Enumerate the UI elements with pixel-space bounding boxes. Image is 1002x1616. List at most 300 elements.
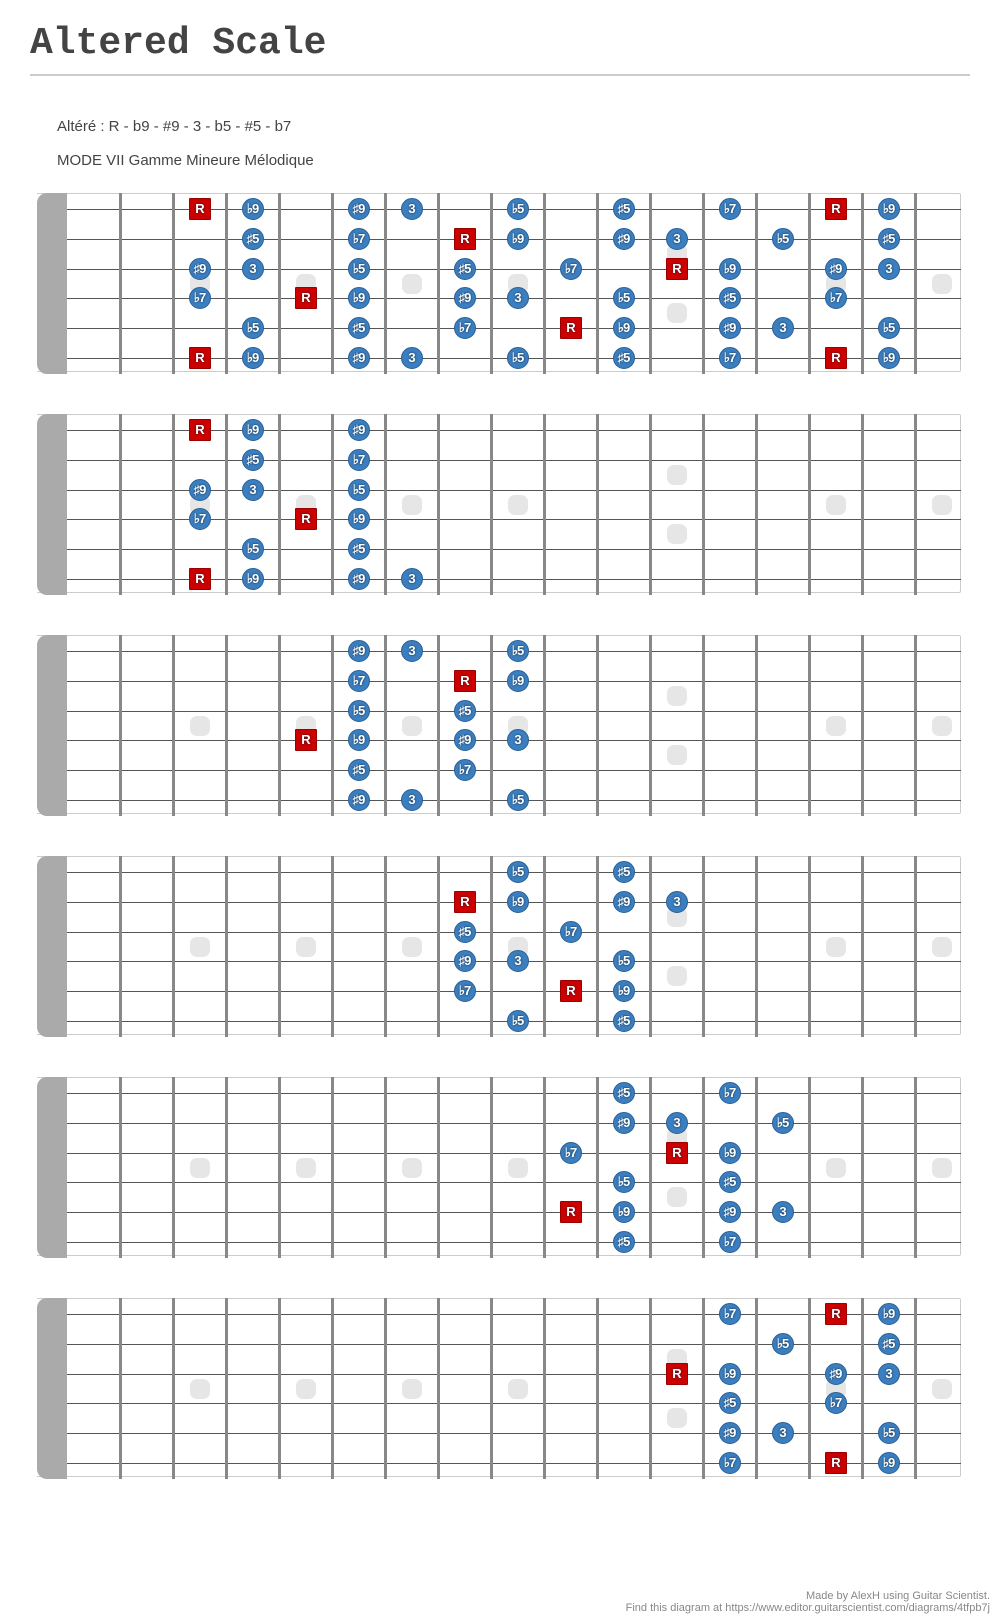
scale-note: 3 [666, 1112, 688, 1134]
scale-note: ♭7 [825, 287, 847, 309]
scale-note: ♯5 [454, 921, 476, 943]
fret-wire [808, 1298, 811, 1479]
fret-marker [932, 937, 952, 957]
scale-note: 3 [878, 1363, 900, 1385]
nut [37, 1298, 67, 1479]
string-line [67, 1344, 961, 1345]
nut [37, 414, 67, 595]
fret-marker [296, 1158, 316, 1178]
fret-wire [331, 856, 334, 1037]
scale-note: ♭5 [878, 317, 900, 339]
fret-marker [826, 495, 846, 515]
fret-wire [119, 193, 122, 374]
scale-note: ♯9 [348, 568, 370, 590]
root-note: R [189, 198, 211, 220]
string-line [67, 991, 961, 992]
fretboard [37, 635, 961, 816]
fret-wire [702, 1298, 705, 1479]
fretboard-frame [37, 1298, 961, 1477]
fret-wire [543, 1077, 546, 1258]
root-note: R [454, 891, 476, 913]
scale-note: ♯5 [719, 1392, 741, 1414]
fret-wire [861, 856, 864, 1037]
fret-wire [914, 1298, 917, 1479]
fret-wire [172, 414, 175, 595]
root-note: R [189, 568, 211, 590]
scale-note: 3 [507, 287, 529, 309]
fret-wire [172, 1298, 175, 1479]
fret-wire [755, 1298, 758, 1479]
fret-wire [490, 193, 493, 374]
scale-note: ♭5 [507, 347, 529, 369]
fret-wire [384, 1298, 387, 1479]
scale-note: ♭7 [560, 1142, 582, 1164]
fret-marker [932, 1379, 952, 1399]
scale-note: 3 [242, 479, 264, 501]
title-divider [30, 74, 970, 76]
scale-note: ♭9 [613, 1201, 635, 1223]
fret-wire [331, 193, 334, 374]
fret-wire [119, 635, 122, 816]
fret-marker [932, 1158, 952, 1178]
scale-note: 3 [507, 729, 529, 751]
fret-wire [437, 856, 440, 1037]
fret-wire [914, 635, 917, 816]
scale-note: ♭5 [613, 1171, 635, 1193]
fret-marker [667, 1408, 687, 1428]
scale-note: ♭7 [348, 449, 370, 471]
fret-wire [596, 856, 599, 1037]
fret-wire [437, 1077, 440, 1258]
scale-note: ♭9 [719, 1142, 741, 1164]
scale-note: ♯5 [348, 759, 370, 781]
scale-note: ♭9 [878, 347, 900, 369]
scale-note: 3 [401, 640, 423, 662]
scale-note: ♭7 [719, 347, 741, 369]
fret-wire [808, 193, 811, 374]
root-note: R [825, 1303, 847, 1325]
fret-wire [437, 193, 440, 374]
scale-note: ♯9 [825, 1363, 847, 1385]
fretboard [37, 193, 961, 374]
scale-note: 3 [878, 258, 900, 280]
fret-wire [172, 856, 175, 1037]
fret-wire [172, 193, 175, 374]
fret-wire [490, 856, 493, 1037]
fret-wire [543, 414, 546, 595]
scale-note: ♭5 [772, 1112, 794, 1134]
scale-note: ♭7 [348, 670, 370, 692]
scale-note: ♯9 [348, 419, 370, 441]
scale-note: 3 [772, 317, 794, 339]
root-note: R [560, 1201, 582, 1223]
fret-wire [172, 1077, 175, 1258]
fret-wire [225, 1298, 228, 1479]
fret-marker [932, 274, 952, 294]
scale-note: ♭9 [878, 198, 900, 220]
scale-note: ♯9 [719, 317, 741, 339]
scale-note: ♯9 [613, 228, 635, 250]
fret-wire [702, 856, 705, 1037]
scale-note: ♯5 [613, 1231, 635, 1253]
fret-wire [702, 1077, 705, 1258]
scale-note: ♯9 [348, 640, 370, 662]
scale-note: ♯9 [454, 729, 476, 751]
fret-wire [596, 1298, 599, 1479]
fret-wire [384, 193, 387, 374]
scale-note: 3 [401, 198, 423, 220]
string-line [67, 328, 961, 329]
fret-marker [402, 937, 422, 957]
scale-note: 3 [401, 789, 423, 811]
scale-note: ♯9 [613, 1112, 635, 1134]
fret-wire [490, 414, 493, 595]
scale-note: ♯9 [719, 1422, 741, 1444]
fret-wire [225, 193, 228, 374]
fret-marker [932, 495, 952, 515]
fret-wire [808, 635, 811, 816]
scale-note: ♭7 [454, 980, 476, 1002]
root-note: R [825, 198, 847, 220]
fret-wire [702, 414, 705, 595]
fret-wire [649, 193, 652, 374]
footer-link[interactable]: Find this diagram at https://www.editor.guitarscientist.com/diagrams/4tfpb7j [625, 1602, 990, 1614]
fret-marker [190, 937, 210, 957]
fret-wire [808, 856, 811, 1037]
fret-wire [225, 1077, 228, 1258]
scale-note: 3 [772, 1201, 794, 1223]
root-note: R [189, 347, 211, 369]
scale-note: ♭7 [719, 1231, 741, 1253]
fret-marker [667, 524, 687, 544]
fretboard [37, 856, 961, 1037]
scale-note: ♭7 [560, 921, 582, 943]
scale-note: ♭5 [348, 258, 370, 280]
scale-note: 3 [666, 228, 688, 250]
scale-note: ♯5 [613, 347, 635, 369]
string-line [67, 711, 961, 712]
fret-wire [225, 635, 228, 816]
scale-note: ♭5 [613, 287, 635, 309]
string-line [67, 1123, 961, 1124]
scale-note: ♯5 [878, 228, 900, 250]
scale-note: ♯5 [348, 538, 370, 560]
scale-note: ♭5 [507, 1010, 529, 1032]
scale-note: ♭9 [613, 317, 635, 339]
fret-wire [384, 414, 387, 595]
fret-wire [649, 635, 652, 816]
scale-note: ♯5 [719, 287, 741, 309]
scale-note: ♯5 [454, 258, 476, 280]
scale-note: ♯5 [454, 700, 476, 722]
fret-marker [190, 1379, 210, 1399]
fret-wire [596, 635, 599, 816]
fret-marker [667, 686, 687, 706]
scale-note: ♭9 [878, 1303, 900, 1325]
fret-marker [402, 495, 422, 515]
scale-note: 3 [772, 1422, 794, 1444]
nut [37, 193, 67, 374]
fret-wire [649, 1298, 652, 1479]
fret-marker [508, 495, 528, 515]
fret-marker [508, 1379, 528, 1399]
fret-wire [543, 1298, 546, 1479]
fret-wire [490, 635, 493, 816]
fret-wire [808, 414, 811, 595]
scale-note: ♭7 [189, 287, 211, 309]
root-note: R [666, 1363, 688, 1385]
fret-wire [543, 856, 546, 1037]
scale-note: ♭7 [719, 198, 741, 220]
fret-wire [437, 414, 440, 595]
fretboard-frame [37, 414, 961, 593]
string-line [67, 1212, 961, 1213]
scale-note: ♯9 [348, 789, 370, 811]
scale-note: 3 [242, 258, 264, 280]
fret-wire [755, 1077, 758, 1258]
root-note: R [295, 508, 317, 530]
fret-wire [384, 856, 387, 1037]
fret-wire [543, 635, 546, 816]
fret-marker [402, 274, 422, 294]
string-line [67, 770, 961, 771]
fret-marker [826, 716, 846, 736]
fretboard-frame [37, 193, 961, 372]
fret-wire [278, 856, 281, 1037]
fret-wire [649, 414, 652, 595]
root-note: R [189, 419, 211, 441]
scale-note: ♭9 [242, 568, 264, 590]
scale-note: ♭7 [454, 317, 476, 339]
scale-note: 3 [401, 568, 423, 590]
scale-note: ♯9 [348, 347, 370, 369]
fretboard [37, 1298, 961, 1479]
root-note: R [295, 287, 317, 309]
scale-note: ♭9 [348, 287, 370, 309]
fret-wire [384, 1077, 387, 1258]
scale-note: ♯9 [348, 198, 370, 220]
string-line [67, 1182, 961, 1183]
fret-wire [490, 1298, 493, 1479]
fret-marker [508, 1158, 528, 1178]
fret-marker [402, 1158, 422, 1178]
footer [626, 1590, 990, 1614]
string-line [67, 549, 961, 550]
scale-note: ♭9 [242, 419, 264, 441]
scale-note: ♯5 [613, 1082, 635, 1104]
fret-marker [190, 1158, 210, 1178]
scale-note: ♭9 [348, 729, 370, 751]
scale-note: ♯5 [348, 317, 370, 339]
fretboard [37, 1077, 961, 1258]
fret-marker [826, 1158, 846, 1178]
scale-note: ♭9 [878, 1452, 900, 1474]
scale-note: ♯9 [719, 1201, 741, 1223]
fret-wire [119, 414, 122, 595]
footer-credit: Made by AlexH using Guitar Scientist. [805, 1590, 990, 1602]
fret-wire [649, 1077, 652, 1258]
scale-note: ♭9 [242, 198, 264, 220]
fret-wire [119, 1077, 122, 1258]
fret-wire [861, 1298, 864, 1479]
fret-wire [755, 193, 758, 374]
fretboard [37, 414, 961, 595]
fret-wire [225, 414, 228, 595]
page-title: Altered Scale [30, 22, 327, 65]
fret-wire [490, 1077, 493, 1258]
fret-wire [755, 635, 758, 816]
fret-marker [402, 716, 422, 736]
scale-note: ♭5 [348, 479, 370, 501]
fret-wire [331, 414, 334, 595]
root-note: R [454, 228, 476, 250]
fret-wire [861, 414, 864, 595]
scale-note: ♯9 [613, 891, 635, 913]
fret-wire [755, 856, 758, 1037]
scale-note: ♯9 [189, 479, 211, 501]
scale-note: ♯5 [613, 198, 635, 220]
fret-wire [914, 193, 917, 374]
fret-wire [225, 856, 228, 1037]
scale-note: ♯9 [454, 950, 476, 972]
fret-wire [331, 635, 334, 816]
fret-wire [649, 856, 652, 1037]
scale-note: ♭9 [507, 670, 529, 692]
fret-wire [543, 193, 546, 374]
scale-note: ♯5 [613, 861, 635, 883]
scale-note: 3 [666, 891, 688, 913]
fret-wire [119, 856, 122, 1037]
scale-note: ♭9 [507, 891, 529, 913]
fret-wire [278, 414, 281, 595]
fret-wire [384, 635, 387, 816]
scale-note: ♯9 [454, 287, 476, 309]
scale-note: ♭9 [242, 347, 264, 369]
string-line [67, 1153, 961, 1154]
nut [37, 1077, 67, 1258]
fretboard-frame [37, 856, 961, 1035]
scale-note: ♯5 [878, 1333, 900, 1355]
fret-wire [596, 1077, 599, 1258]
scale-note: ♭5 [242, 317, 264, 339]
scale-note: ♭7 [719, 1082, 741, 1104]
fret-marker [667, 465, 687, 485]
fret-marker [667, 303, 687, 323]
scale-note: ♭5 [507, 861, 529, 883]
scale-note: ♯5 [613, 1010, 635, 1032]
string-line [67, 932, 961, 933]
fret-marker [932, 716, 952, 736]
scale-note: ♭7 [560, 258, 582, 280]
fret-marker [667, 745, 687, 765]
fret-wire [172, 635, 175, 816]
scale-note: ♭5 [613, 950, 635, 972]
scale-note: ♯9 [189, 258, 211, 280]
fret-marker [667, 966, 687, 986]
fretboard-frame [37, 635, 961, 814]
scale-note: ♯5 [242, 449, 264, 471]
nut [37, 635, 67, 816]
fret-wire [596, 414, 599, 595]
fret-wire [437, 1298, 440, 1479]
fret-wire [278, 1298, 281, 1479]
fret-wire [331, 1077, 334, 1258]
fret-wire [278, 1077, 281, 1258]
root-note: R [666, 258, 688, 280]
scale-note: ♭5 [507, 640, 529, 662]
fret-wire [437, 635, 440, 816]
string-line [67, 1242, 961, 1243]
root-note: R [825, 1452, 847, 1474]
fret-wire [119, 1298, 122, 1479]
fret-wire [596, 193, 599, 374]
fret-wire [702, 193, 705, 374]
string-line [67, 1093, 961, 1094]
fret-wire [861, 193, 864, 374]
scale-note: ♭7 [348, 228, 370, 250]
fretboard-frame [37, 1077, 961, 1256]
scale-note: ♯5 [242, 228, 264, 250]
fret-wire [702, 635, 705, 816]
fret-wire [861, 635, 864, 816]
root-note: R [560, 980, 582, 1002]
scale-note: ♭9 [507, 228, 529, 250]
scale-note: ♭7 [719, 1303, 741, 1325]
root-note: R [454, 670, 476, 692]
scale-note: ♭5 [242, 538, 264, 560]
fret-wire [808, 1077, 811, 1258]
fret-wire [914, 1077, 917, 1258]
root-note: R [560, 317, 582, 339]
scale-note: ♭9 [348, 508, 370, 530]
scale-note: ♯5 [719, 1171, 741, 1193]
fret-wire [755, 414, 758, 595]
scale-note: ♭7 [719, 1452, 741, 1474]
scale-note: ♭7 [189, 508, 211, 530]
scale-formula: Altéré : R - b9 - #9 - 3 - b5 - #5 - b7 [57, 118, 292, 135]
scale-note: ♭7 [825, 1392, 847, 1414]
root-note: R [825, 347, 847, 369]
nut [37, 856, 67, 1037]
scale-note: ♭5 [772, 228, 794, 250]
root-note: R [666, 1142, 688, 1164]
fret-marker [402, 1379, 422, 1399]
fret-wire [914, 856, 917, 1037]
scale-note: ♯9 [825, 258, 847, 280]
scale-note: ♭5 [507, 789, 529, 811]
fret-marker [826, 937, 846, 957]
mode-description: MODE VII Gamme Mineure Mélodique [57, 152, 314, 169]
fret-marker [296, 1379, 316, 1399]
scale-note: 3 [401, 347, 423, 369]
fret-wire [861, 1077, 864, 1258]
fret-marker [296, 937, 316, 957]
string-line [67, 1433, 961, 1434]
fret-wire [278, 635, 281, 816]
scale-note: ♭7 [454, 759, 476, 781]
scale-note: ♭9 [613, 980, 635, 1002]
scale-note: ♭5 [507, 198, 529, 220]
scale-note: ♭5 [772, 1333, 794, 1355]
fret-wire [914, 414, 917, 595]
root-note: R [295, 729, 317, 751]
scale-note: ♭9 [719, 1363, 741, 1385]
scale-note: ♭9 [719, 258, 741, 280]
string-line [67, 460, 961, 461]
fret-wire [278, 193, 281, 374]
fret-wire [331, 1298, 334, 1479]
fret-marker [190, 716, 210, 736]
